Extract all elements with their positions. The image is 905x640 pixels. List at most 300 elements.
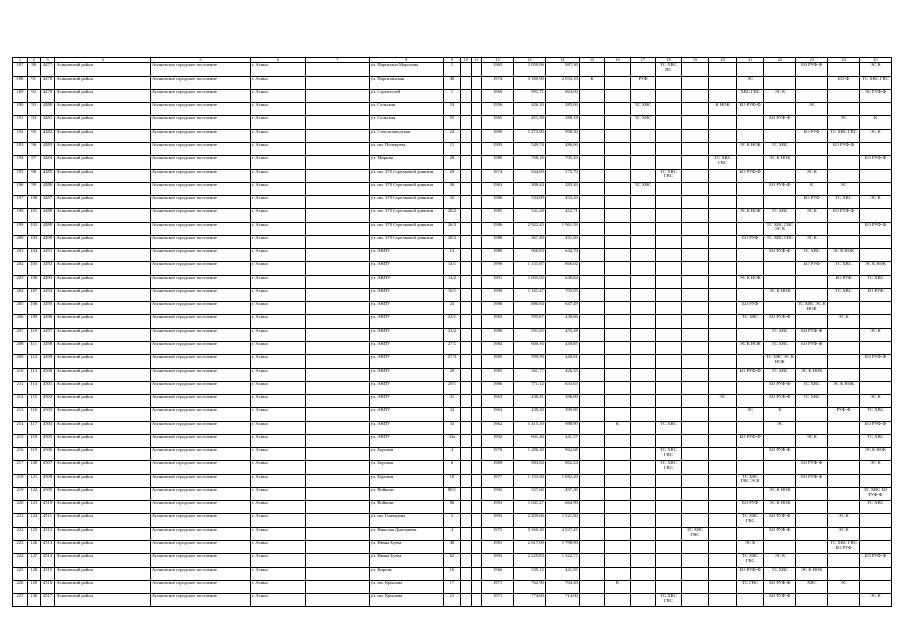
works-cell [709, 129, 737, 142]
works-cell [828, 421, 860, 434]
empty-cell [471, 222, 482, 235]
works-cell: ТС ХВС ЭС К НОК [796, 302, 828, 315]
row-number: 189 [13, 89, 28, 102]
column-number-header: 11 [471, 58, 482, 63]
works-cell [579, 514, 604, 527]
works-cell: БО РУФ-Ф [764, 514, 796, 527]
area-living-cell: 453,20 [545, 196, 579, 209]
works-cell: БО РУФ [828, 275, 860, 288]
house-cell: 33а [443, 434, 460, 447]
works-cell [828, 328, 860, 341]
area-total-cell: 1 286,30 [513, 448, 545, 461]
town-cell: г. Асино [250, 540, 305, 553]
table-row [13, 395, 892, 408]
column-number-header: 15 [579, 58, 604, 63]
sub-number: 95 [27, 129, 40, 142]
district-cell: Асиновский район [55, 129, 151, 142]
house-cell: 4 [443, 527, 460, 540]
object-id: 4494 [40, 288, 55, 301]
works-cell [605, 487, 630, 500]
empty-cell [305, 249, 369, 262]
works-cell: К [859, 116, 891, 129]
empty-cell [305, 302, 369, 315]
works-cell [605, 103, 630, 116]
empty-cell [460, 567, 471, 580]
sub-number: 116 [27, 408, 40, 421]
works-cell: БО РУФ-Ф [828, 143, 860, 156]
works-cell [605, 341, 630, 354]
object-id: 4488 [40, 209, 55, 222]
table-row [13, 209, 892, 222]
works-cell [630, 448, 655, 461]
table-row [13, 408, 892, 421]
area-living-cell: 441,95 [545, 567, 579, 580]
street-cell: ул. Боровая [369, 448, 443, 461]
works-cell: БО РУФ-Ф [736, 103, 764, 116]
empty-cell [471, 76, 482, 89]
works-cell [681, 129, 709, 142]
works-cell: К НОК [709, 103, 737, 116]
house-cell: 31 [443, 395, 460, 408]
settlement-cell: Асиновское городское поселение [150, 527, 250, 540]
works-cell [681, 235, 709, 248]
works-cell [656, 434, 681, 447]
empty-cell [305, 434, 369, 447]
empty-cell [305, 580, 369, 593]
empty-cell [471, 156, 482, 169]
works-cell [796, 315, 828, 328]
column-number-header: 16 [605, 58, 630, 63]
sub-number: 94 [27, 116, 40, 129]
works-cell [681, 169, 709, 182]
works-cell [605, 527, 630, 540]
works-cell [656, 116, 681, 129]
works-cell [656, 196, 681, 209]
works-cell: ТС ГВС [736, 580, 764, 593]
works-cell [605, 235, 630, 248]
works-cell [579, 328, 604, 341]
works-cell: ЭС К [859, 63, 891, 76]
works-cell [579, 262, 604, 275]
area-living-cell: 399,80 [545, 408, 579, 421]
table-row [13, 156, 892, 169]
area-living-cell: 2 033,10 [545, 76, 579, 89]
house-cell: 86 [443, 501, 460, 514]
works-cell [736, 487, 764, 500]
works-cell [764, 434, 796, 447]
area-total-cell: 1 005,92 [513, 275, 545, 288]
object-id: 4481 [40, 116, 55, 129]
works-cell [656, 368, 681, 381]
settlement-cell: Асиновское городское поселение [150, 395, 250, 408]
settlement-cell: Асиновское городское поселение [150, 196, 250, 209]
works-cell [630, 594, 655, 607]
works-cell [630, 196, 655, 209]
area-living-cell: 486,60 [545, 143, 579, 156]
town-cell: г. Асино [250, 129, 305, 142]
house-cell: 24 [443, 129, 460, 142]
empty-cell [460, 116, 471, 129]
row-number: 214 [13, 421, 28, 434]
works-cell: ТС ХВС ГВС [764, 235, 796, 248]
works-cell [681, 116, 709, 129]
works-cell [709, 222, 737, 235]
column-number-header: 2 [27, 58, 40, 63]
works-cell [579, 487, 604, 500]
empty-cell [460, 143, 471, 156]
works-cell [605, 355, 630, 368]
works-cell [796, 222, 828, 235]
works-cell: ЭС К [859, 395, 891, 408]
works-cell [630, 580, 655, 593]
works-cell [656, 76, 681, 89]
row-number: 199 [13, 222, 28, 235]
row-number: 207 [13, 328, 28, 341]
works-cell [656, 527, 681, 540]
row-number: 190 [13, 103, 28, 116]
works-cell [859, 182, 891, 195]
works-cell [796, 594, 828, 607]
district-cell: Асиновский район [55, 567, 151, 580]
area-total-cell: 591,65 [513, 328, 545, 341]
area-total-cell: 1 041,27 [513, 501, 545, 514]
column-number-header: 1 [13, 58, 28, 63]
works-cell [681, 381, 709, 394]
table-row [13, 328, 892, 341]
works-cell: БО РУФ-Ф [736, 567, 764, 580]
district-cell: Асиновский район [55, 328, 151, 341]
works-cell: БО РУФ-Ф [764, 448, 796, 461]
works-cell [681, 474, 709, 487]
area-living-cell: 664,90 [545, 501, 579, 514]
settlement-cell: Асиновское городское поселение [150, 594, 250, 607]
area-living-cell: 1 322,77 [545, 554, 579, 567]
area-living-cell: 866,02 [545, 262, 579, 275]
works-cell: БО РУФ-Ф [859, 554, 891, 567]
works-cell: ЭС К [828, 315, 860, 328]
year-cell: 1963 [482, 182, 514, 195]
year-cell: 1993 [482, 514, 514, 527]
sub-number: 103 [27, 235, 40, 248]
district-cell: Асиновский район [55, 540, 151, 553]
table-row [13, 527, 892, 540]
empty-cell [305, 554, 369, 567]
area-living-cell: 962,68 [545, 448, 579, 461]
works-cell: ТС ХВС [764, 341, 796, 354]
works-cell [709, 196, 737, 209]
area-total-cell: 5 560,30 [513, 527, 545, 540]
works-cell [656, 580, 681, 593]
works-cell: БО РУФ-Ф [796, 328, 828, 341]
works-cell [656, 408, 681, 421]
works-cell: ЭС К [796, 209, 828, 222]
empty-cell [460, 501, 471, 514]
works-cell: ЭС [709, 395, 737, 408]
works-cell [630, 461, 655, 474]
table-row [13, 182, 892, 195]
year-cell: 1970 [482, 448, 514, 461]
settlement-cell: Асиновское городское поселение [150, 182, 250, 195]
area-total-cell: 983,84 [513, 461, 545, 474]
works-cell [709, 580, 737, 593]
district-cell: Асиновский район [55, 235, 151, 248]
street-cell: ул. Кирова [369, 567, 443, 580]
year-cell: 1975 [482, 527, 514, 540]
works-cell [681, 448, 709, 461]
house-cell: 23 [443, 302, 460, 315]
works-cell: БО РУФ-Ф [764, 395, 796, 408]
column-number-header: 6 [250, 58, 305, 63]
works-cell: БО РУФ-Ф [764, 381, 796, 394]
works-cell [709, 116, 737, 129]
works-cell [859, 567, 891, 580]
empty-cell [460, 196, 471, 209]
sub-number: 93 [27, 103, 40, 116]
empty-cell [305, 235, 369, 248]
works-cell: ТС ХВС ГВС [736, 514, 764, 527]
town-cell: г. Асино [250, 249, 305, 262]
column-number-header: 4 [55, 58, 151, 63]
settlement-cell: Асиновское городское поселение [150, 408, 250, 421]
works-cell: ЭС К НОК [796, 368, 828, 381]
town-cell: г. Асино [250, 355, 305, 368]
works-cell: БО РУФ-Ф [764, 249, 796, 262]
column-number-header: 7 [305, 58, 369, 63]
works-cell [681, 514, 709, 527]
works-cell [764, 196, 796, 209]
town-cell: г. Асино [250, 474, 305, 487]
area-living-cell: 441,57 [545, 434, 579, 447]
works-cell [796, 275, 828, 288]
works-cell [630, 487, 655, 500]
works-cell [709, 540, 737, 553]
works-cell: ЭС К НОК [859, 262, 891, 275]
works-cell: ТС ХВС [736, 315, 764, 328]
works-cell [828, 355, 860, 368]
works-cell [828, 63, 860, 76]
row-number: 196 [13, 182, 28, 195]
sub-number: 129 [27, 580, 40, 593]
district-cell: Асиновский район [55, 381, 151, 394]
year-cell: 1980 [482, 156, 514, 169]
works-cell: БО РУФ-Ф [764, 182, 796, 195]
district-cell: Асиновский район [55, 487, 151, 500]
works-cell [630, 341, 655, 354]
year-cell: 1992 [482, 434, 514, 447]
empty-cell [460, 487, 471, 500]
row-number: 217 [13, 461, 28, 474]
works-cell: ЭС К НОК [859, 448, 891, 461]
empty-cell [460, 527, 471, 540]
works-cell [579, 395, 604, 408]
works-cell [709, 554, 737, 567]
works-cell: ТС ХВС [630, 116, 655, 129]
settlement-cell: Асиновское городское поселение [150, 381, 250, 394]
empty-cell [471, 116, 482, 129]
empty-cell [460, 540, 471, 553]
empty-cell [460, 209, 471, 222]
empty-cell [471, 554, 482, 567]
works-cell [828, 235, 860, 248]
object-id: 4508 [40, 474, 55, 487]
year-cell: 1990 [482, 262, 514, 275]
area-living-cell: 704,20 [545, 580, 579, 593]
empty-cell [471, 63, 482, 76]
works-cell: К [764, 408, 796, 421]
works-cell [736, 129, 764, 142]
works-cell [579, 527, 604, 540]
year-cell: 1965 [482, 63, 514, 76]
works-cell: ЭС К НОК [736, 209, 764, 222]
works-cell: ТС ХВС [764, 209, 796, 222]
empty-cell [305, 129, 369, 142]
empty-cell [460, 434, 471, 447]
district-cell: Асиновский район [55, 514, 151, 527]
town-cell: г. Асино [250, 315, 305, 328]
table-row [13, 302, 892, 315]
town-cell: г. Асино [250, 209, 305, 222]
settlement-cell: Асиновское городское поселение [150, 328, 250, 341]
settlement-cell: Асиновское городское поселение [150, 580, 250, 593]
year-cell: 1985 [482, 355, 514, 368]
row-number: 187 [13, 63, 28, 76]
empty-cell [460, 580, 471, 593]
works-cell [579, 182, 604, 195]
works-cell [828, 169, 860, 182]
table-row [13, 501, 892, 514]
works-cell: ЭС К НОК [736, 143, 764, 156]
object-id: 4506 [40, 448, 55, 461]
street-cell: ул. им. Почекуева [369, 143, 443, 156]
street-cell: ул. Сельская [369, 116, 443, 129]
works-cell: БО РУФ-Ф [796, 474, 828, 487]
works-cell [828, 103, 860, 116]
works-cell [859, 514, 891, 527]
row-number: 226 [13, 580, 28, 593]
house-cell: 30 [443, 182, 460, 195]
object-id: 4485 [40, 169, 55, 182]
works-cell [709, 76, 737, 89]
works-cell [736, 156, 764, 169]
works-cell: ЭС К [828, 527, 860, 540]
column-number-header: 24 [828, 58, 860, 63]
works-cell [605, 169, 630, 182]
area-total-cell: 600,16 [513, 341, 545, 354]
works-cell [828, 222, 860, 235]
works-cell [828, 474, 860, 487]
row-number: 194 [13, 156, 28, 169]
street-cell: ул. Николая Дмитриева [369, 527, 443, 540]
sub-number: 130 [27, 594, 40, 607]
works-cell [796, 501, 828, 514]
empty-cell [305, 487, 369, 500]
works-cell [681, 143, 709, 156]
works-cell [681, 395, 709, 408]
works-cell [605, 63, 630, 76]
house-cell: 28 [443, 156, 460, 169]
town-cell: г. Асино [250, 116, 305, 129]
street-cell: ул. Сельская [369, 103, 443, 116]
year-cell: 1991 [482, 275, 514, 288]
area-living-cell: 455,48 [545, 328, 579, 341]
area-total-cell: 539,12 [513, 567, 545, 580]
table-row [13, 368, 892, 381]
town-cell: г. Асино [250, 143, 305, 156]
works-cell [709, 381, 737, 394]
area-total-cell: 2 229,83 [513, 554, 545, 567]
empty-cell [460, 368, 471, 381]
works-cell [656, 514, 681, 527]
sub-number: 127 [27, 554, 40, 567]
works-cell: ЭС РУФ-Ф [859, 89, 891, 102]
empty-cell [471, 567, 482, 580]
works-cell [656, 501, 681, 514]
area-total-cell: 308,44 [513, 182, 545, 195]
area-total-cell: 1 161,47 [513, 288, 545, 301]
works-cell: ТС ХВС [764, 328, 796, 341]
works-cell [605, 381, 630, 394]
table-row [13, 143, 892, 156]
area-living-cell: 648,84 [545, 275, 579, 288]
empty-cell [305, 288, 369, 301]
works-cell [709, 249, 737, 262]
sub-number: 121 [27, 474, 40, 487]
object-id: 4507 [40, 461, 55, 474]
settlement-cell: Асиновское городское поселение [150, 421, 250, 434]
street-cell: ул. Боровая [369, 474, 443, 487]
table-row [13, 76, 892, 89]
works-cell [656, 182, 681, 195]
empty-cell [460, 315, 471, 328]
works-cell [656, 540, 681, 553]
town-cell: г. Асино [250, 408, 305, 421]
works-cell [630, 235, 655, 248]
empty-cell [305, 116, 369, 129]
works-cell [579, 315, 604, 328]
area-total-cell: 771,12 [513, 381, 545, 394]
street-cell: ул. Войкова [369, 487, 443, 500]
empty-cell [460, 103, 471, 116]
works-cell: ЭС К НОК [764, 288, 796, 301]
works-cell [579, 235, 604, 248]
district-cell: Асиновский район [55, 103, 151, 116]
table-row [13, 169, 892, 182]
empty-cell [471, 89, 482, 102]
town-cell: г. Асино [250, 580, 305, 593]
works-cell [764, 540, 796, 553]
works-cell [681, 103, 709, 116]
house-cell: 26/2 [443, 209, 460, 222]
district-cell: Асиновский район [55, 275, 151, 288]
empty-cell [460, 448, 471, 461]
works-cell [796, 116, 828, 129]
works-cell [579, 129, 604, 142]
works-cell: ЭС К [859, 328, 891, 341]
works-cell: ТС ХВС ГВС [656, 461, 681, 474]
works-cell [630, 514, 655, 527]
works-cell [709, 527, 737, 540]
row-number: 188 [13, 76, 28, 89]
works-cell: ЭС К [736, 540, 764, 553]
works-cell [579, 461, 604, 474]
street-cell: ул. Стеклозаводская [369, 129, 443, 142]
object-id: 4509 [40, 487, 55, 500]
works-cell [630, 381, 655, 394]
works-cell [605, 249, 630, 262]
house-cell: 17 [443, 580, 460, 593]
empty-cell [471, 328, 482, 341]
settlement-cell: Асиновское городское поселение [150, 554, 250, 567]
